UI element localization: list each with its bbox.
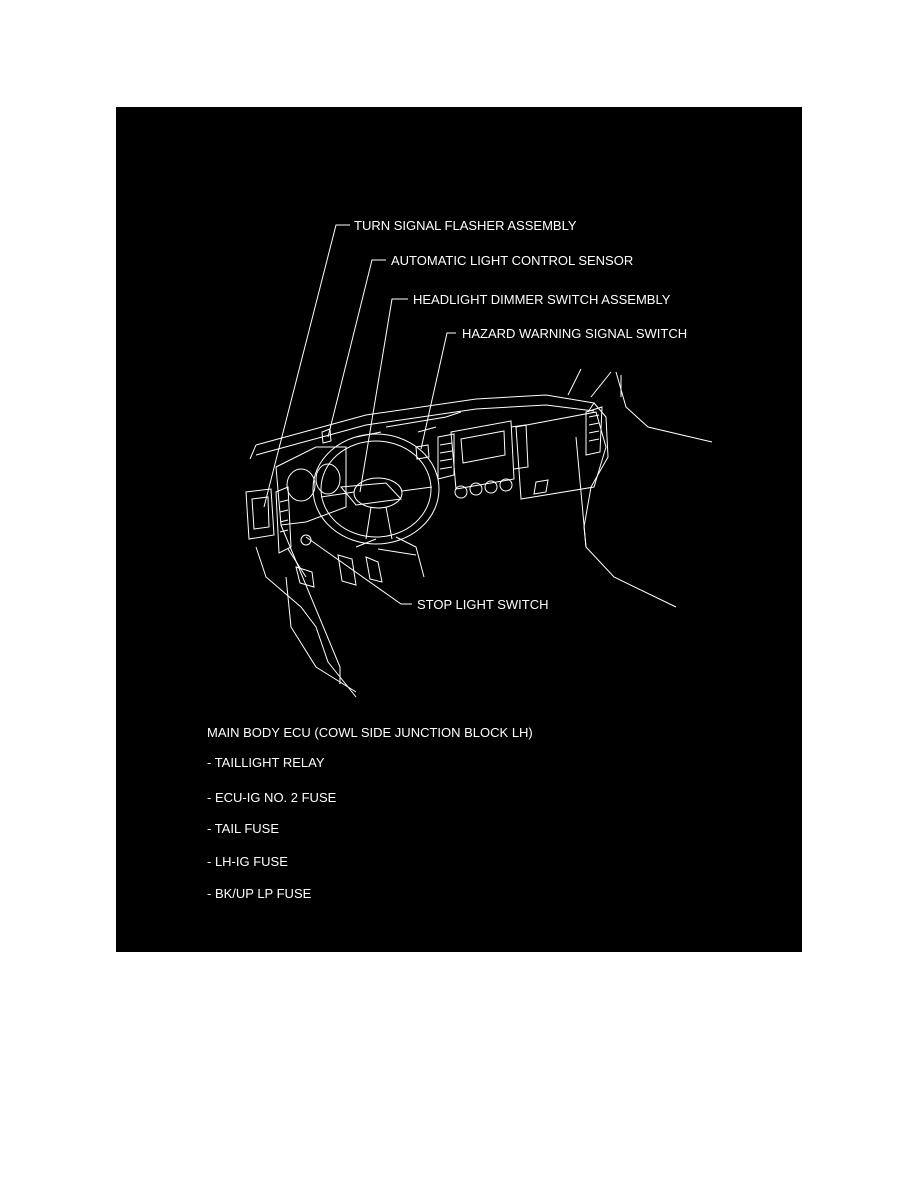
ecu-item-bk-up-lp-fuse: - BK/UP LP FUSE xyxy=(207,886,312,901)
ecu-item-tail-fuse: - TAIL FUSE xyxy=(207,821,279,836)
leader-auto-light xyxy=(328,260,386,437)
label-stop-light-switch: STOP LIGHT SWITCH xyxy=(417,597,549,612)
leader-headlight-dimmer xyxy=(360,299,408,492)
label-hazard-warning-switch: HAZARD WARNING SIGNAL SWITCH xyxy=(462,326,688,341)
diagram-panel xyxy=(116,107,802,952)
leader-main-body-ecu xyxy=(281,525,340,684)
leader-turn-signal xyxy=(264,225,350,507)
ecu-item-lh-ig-fuse: - LH-IG FUSE xyxy=(207,854,288,869)
leader-stop-light xyxy=(306,537,412,604)
label-headlight-dimmer-switch: HEADLIGHT DIMMER SWITCH ASSEMBLY xyxy=(413,292,671,307)
label-turn-signal-flasher: TURN SIGNAL FLASHER ASSEMBLY xyxy=(354,218,577,233)
main-body-ecu-title: MAIN BODY ECU (COWL SIDE JUNCTION BLOCK LH) xyxy=(207,725,533,740)
ecu-item-taillight-relay: - TAILLIGHT RELAY xyxy=(207,755,325,770)
ecu-item-ecu-ig-no2-fuse: - ECU-IG NO. 2 FUSE xyxy=(207,790,337,805)
label-automatic-light-control-sensor: AUTOMATIC LIGHT CONTROL SENSOR xyxy=(391,253,634,268)
dashboard-outline xyxy=(246,369,712,697)
